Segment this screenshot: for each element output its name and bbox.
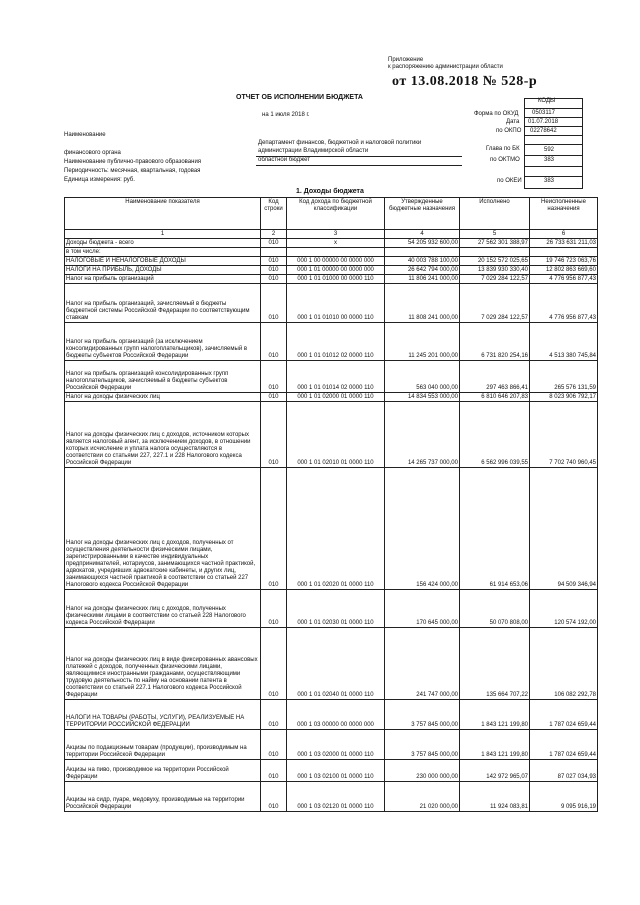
table-row <box>65 730 598 760</box>
meta-value-department-2: администрации Владимирской области <box>258 148 369 154</box>
col-header-unexecuted: Неисполненные назначения <box>530 198 598 230</box>
row-name: Налог на прибыль организаций, зачисляемый в бюджеты бюджетной системы Российской Федерации по соответствующим ставкам <box>65 284 261 323</box>
table-row <box>65 266 598 275</box>
col-number: 2 <box>261 230 287 239</box>
row-line: 010 <box>261 468 287 590</box>
order-stamp: от 13.08.2018 № 528-р <box>392 74 538 89</box>
row-name: Налог на доходы физических лиц <box>65 393 261 402</box>
row-approved: 170 645 000,00 <box>385 590 460 628</box>
meta-label-finorgan: финансового органа <box>64 150 121 156</box>
row-approved: 230 000 000,00 <box>385 760 460 782</box>
row-name: Налог на прибыль организаций консолидированных групп налогоплательщиков, зачисляемый в бюджеты субъектов Российской Федерации <box>65 361 261 393</box>
row-name: Налог на доходы физических лиц с доходов, источником которых является налоговый агент, за исключением доходов, в отношении которых исчисление и уплата налога осуществляются в соответствии со статьями 227, 227.1 и 228 Налогового кодекса Российской Федерации <box>65 402 261 468</box>
row-approved: 11 808 241 000,00 <box>385 284 460 323</box>
row-executed: 297 463 866,41 <box>460 361 530 393</box>
row-name: Налог на доходы физических лиц в виде фиксированных авансовых платежей с доходов, полученных физическими лицами, являющимися иностранными гражданами, осуществляющими трудовую деятельность по найму на основании патента в соответствии со статьей 227.1 Налогового кодекса Российской Федерации <box>65 628 261 700</box>
row-unexecuted: 8 023 906 792,17 <box>530 393 598 402</box>
row-line: 010 <box>261 760 287 782</box>
row-name: Налог на доходы физических лиц с доходов, полученных от осуществления деятельности физическими лицами, зарегистрированными в качестве индивидуальных предпринимателей, нотариусов, занимающихся частной практикой, адвокатов, учредивших адвокатские кабинеты, и других лиц, занимающихся частной практикой в соответствии со статьей 227 Налогового кодекса Российской Федерации <box>65 468 261 590</box>
row-approved: 26 642 794 000,00 <box>385 266 460 275</box>
table-row <box>65 590 598 628</box>
row-executed: 135 664 707,22 <box>460 628 530 700</box>
row-approved: 11 245 201 000,00 <box>385 323 460 361</box>
row-approved: 54 205 932 600,00 <box>385 239 460 248</box>
code-value-date: 01.07.2018 <box>528 119 559 125</box>
row-unexecuted: 265 576 131,59 <box>530 361 598 393</box>
col-number: 3 <box>287 230 385 239</box>
row-approved: 3 757 845 000,00 <box>385 730 460 760</box>
row-executed: 6 562 996 039,55 <box>460 402 530 468</box>
row-code: 000 1 03 02000 01 0000 110 <box>287 730 385 760</box>
row-line: 010 <box>261 323 287 361</box>
row-executed: 142 972 965,07 <box>460 760 530 782</box>
row-line: 010 <box>261 239 287 248</box>
table-row <box>65 782 598 812</box>
row-executed: 11 924 083,81 <box>460 782 530 812</box>
row-line: 010 <box>261 361 287 393</box>
row-unexecuted <box>530 248 598 257</box>
col-header-name: Наименование показателя <box>65 198 261 230</box>
row-executed: 7 029 284 122,57 <box>460 284 530 323</box>
row-code: 000 1 01 02030 01 0000 110 <box>287 590 385 628</box>
col-header-approved: Утвержденные бюджетные назначения <box>385 198 460 230</box>
table-row <box>65 239 598 248</box>
table-row <box>65 361 598 393</box>
code-label-date: Дата <box>506 119 520 125</box>
row-code: 000 1 01 02040 01 0000 110 <box>287 628 385 700</box>
row-name: в том числе: <box>65 248 261 257</box>
row-executed: 20 152 572 025,65 <box>460 257 530 266</box>
row-name: НАЛОГИ НА ПРИБЫЛЬ, ДОХОДЫ <box>65 266 261 275</box>
row-unexecuted: 4 776 956 877,43 <box>530 275 598 284</box>
row-executed: 50 070 808,00 <box>460 590 530 628</box>
row-code: 000 1 01 02000 01 0000 110 <box>287 393 385 402</box>
row-code <box>287 248 385 257</box>
row-approved: 563 040 000,00 <box>385 361 460 393</box>
row-line: 010 <box>261 257 287 266</box>
appendix-label: Приложение <box>388 57 424 63</box>
meta-label-name: Наименование <box>64 132 106 138</box>
code-value-okpo: 02278642 <box>530 128 557 134</box>
code-label-oktmo: по ОКТМО <box>490 157 520 163</box>
row-approved: 156 424 000,00 <box>385 468 460 590</box>
table-row <box>65 628 598 700</box>
row-unexecuted: 106 082 292,78 <box>530 628 598 700</box>
meta-value-budget: областной бюджет <box>258 157 310 163</box>
row-code: 000 1 03 00000 00 0000 000 <box>287 700 385 730</box>
code-value-glava: 592 <box>544 147 555 153</box>
col-number: 6 <box>530 230 598 239</box>
col-number: 1 <box>65 230 261 239</box>
table-row <box>65 248 598 257</box>
row-name: Налог на доходы физических лиц с доходов, полученных физическими лицами в соответствии со статьей 228 Налогового кодекса Российской Федерации <box>65 590 261 628</box>
col-header-executed: Исполнено <box>460 198 530 230</box>
row-code: 000 1 00 00000 00 0000 000 <box>287 257 385 266</box>
section-title: 1. Доходы бюджета <box>296 188 364 195</box>
row-executed: 1 843 121 199,80 <box>460 700 530 730</box>
row-unexecuted: 26 733 631 211,03 <box>530 239 598 248</box>
row-code: 000 1 01 02020 01 0000 110 <box>287 468 385 590</box>
row-line: 010 <box>261 266 287 275</box>
row-name: Акцизы на сидр, пуаре, медовуху, производимые на территории Российской Федерации <box>65 782 261 812</box>
code-label-okei: по ОКЕИ <box>497 178 522 184</box>
row-executed: 6 810 646 207,83 <box>460 393 530 402</box>
row-name: Акцизы на пиво, производимое на территории Российской Федерации <box>65 760 261 782</box>
row-executed: 6 731 820 254,16 <box>460 323 530 361</box>
income-table <box>64 197 598 812</box>
row-executed: 27 562 301 388,97 <box>460 239 530 248</box>
col-number: 5 <box>460 230 530 239</box>
row-executed: 7 029 284 122,57 <box>460 275 530 284</box>
row-unexecuted: 120 574 192,00 <box>530 590 598 628</box>
row-line: 010 <box>261 402 287 468</box>
table-row <box>65 700 598 730</box>
row-line <box>261 248 287 257</box>
code-label-okud: Форма по ОКУД <box>474 111 519 117</box>
row-executed: 61 914 653,06 <box>460 468 530 590</box>
code-value-okud: 0503117 <box>532 110 555 116</box>
report-date: на 1 июля 2018 г. <box>262 112 310 118</box>
row-line: 010 <box>261 730 287 760</box>
row-approved <box>385 248 460 257</box>
row-approved: 11 806 241 000,00 <box>385 275 460 284</box>
table-row <box>65 323 598 361</box>
row-unexecuted: 1 787 024 659,44 <box>530 700 598 730</box>
row-code: 000 1 01 01012 02 0000 110 <box>287 323 385 361</box>
row-unexecuted: 4 776 956 877,43 <box>530 284 598 323</box>
row-approved: 40 003 788 100,00 <box>385 257 460 266</box>
row-name: НАЛОГИ НА ТОВАРЫ (РАБОТЫ, УСЛУГИ), РЕАЛИЗУЕМЫЕ НА ТЕРРИТОРИИ РОССИЙСКОЙ ФЕДЕРАЦИИ <box>65 700 261 730</box>
row-unexecuted: 19 746 723 063,76 <box>530 257 598 266</box>
row-code: 000 1 01 01014 02 0000 110 <box>287 361 385 393</box>
col-header-line: Код строки <box>261 198 287 230</box>
row-executed: 1 843 121 199,80 <box>460 730 530 760</box>
row-unexecuted: 94 509 346,94 <box>530 468 598 590</box>
code-value-oktmo: 383 <box>544 157 555 163</box>
code-value-okei: 383 <box>544 178 555 184</box>
table-row <box>65 257 598 266</box>
row-unexecuted: 4 513 380 745,84 <box>530 323 598 361</box>
row-unexecuted: 9 095 916,19 <box>530 782 598 812</box>
row-unexecuted: 87 027 034,93 <box>530 760 598 782</box>
row-code: 000 1 03 02120 01 0000 110 <box>287 782 385 812</box>
row-executed <box>460 248 530 257</box>
row-executed: 13 839 930 330,40 <box>460 266 530 275</box>
row-code: 000 1 01 02010 01 0000 110 <box>287 402 385 468</box>
row-code: 000 1 03 02100 01 0000 110 <box>287 760 385 782</box>
row-approved: 21 020 000,00 <box>385 782 460 812</box>
table-row <box>65 760 598 782</box>
row-line: 010 <box>261 628 287 700</box>
row-line: 010 <box>261 393 287 402</box>
row-approved: 14 265 737 000,00 <box>385 402 460 468</box>
row-code: 000 1 01 01010 00 0000 110 <box>287 284 385 323</box>
row-unexecuted: 7 702 740 960,45 <box>530 402 598 468</box>
row-approved: 241 747 000,00 <box>385 628 460 700</box>
row-line: 010 <box>261 700 287 730</box>
table-row <box>65 275 598 284</box>
row-name: Налог на прибыль организаций <box>65 275 261 284</box>
row-line: 010 <box>261 782 287 812</box>
row-code: 000 1 01 00000 00 0000 000 <box>287 266 385 275</box>
table-row <box>65 402 598 468</box>
row-name: Акцизы по подакцизным товарам (продукции), производимым на территории Российской Федерации <box>65 730 261 760</box>
codes-heading: КОДЫ <box>538 98 556 104</box>
row-approved: 14 834 553 000,00 <box>385 393 460 402</box>
code-label-glava: Глава по БК <box>486 146 520 152</box>
row-line: 010 <box>261 284 287 323</box>
row-name: Налог на прибыль организаций (за исключением консолидированных групп налогоплательщиков), зачисляемый в бюджеты субъектов Российской Федерации <box>65 323 261 361</box>
meta-value-department: Департамент финансов, бюджетной и налоговой политики <box>258 140 422 146</box>
row-approved: 3 757 845 000,00 <box>385 700 460 730</box>
row-unexecuted: 1 787 024 659,44 <box>530 730 598 760</box>
row-name: Доходы бюджета - всего <box>65 239 261 248</box>
col-header-code: Код дохода по бюджетной классификации <box>287 198 385 230</box>
appendix-ref: к распоряжению администрации области <box>388 64 503 70</box>
row-line: 010 <box>261 590 287 628</box>
row-code: x <box>287 239 385 248</box>
row-code: 000 1 01 01000 00 0000 110 <box>287 275 385 284</box>
report-title: ОТЧЕТ ОБ ИСПОЛНЕНИИ БЮДЖЕТА <box>236 94 363 101</box>
col-number: 4 <box>385 230 460 239</box>
table-row <box>65 393 598 402</box>
row-name: НАЛОГОВЫЕ И НЕНАЛОГОВЫЕ ДОХОДЫ <box>65 257 261 266</box>
meta-label-ppo: Наименование публично-правового образования <box>64 159 202 165</box>
meta-label-unit: Единица измерения: руб. <box>64 177 135 183</box>
code-label-okpo: по ОКПО <box>496 128 522 134</box>
table-row <box>65 468 598 590</box>
meta-label-periodicity: Периодичность: месячная, квартальная, годовая <box>64 168 201 174</box>
table-row <box>65 284 598 323</box>
row-unexecuted: 12 802 863 669,60 <box>530 266 598 275</box>
row-line: 010 <box>261 275 287 284</box>
